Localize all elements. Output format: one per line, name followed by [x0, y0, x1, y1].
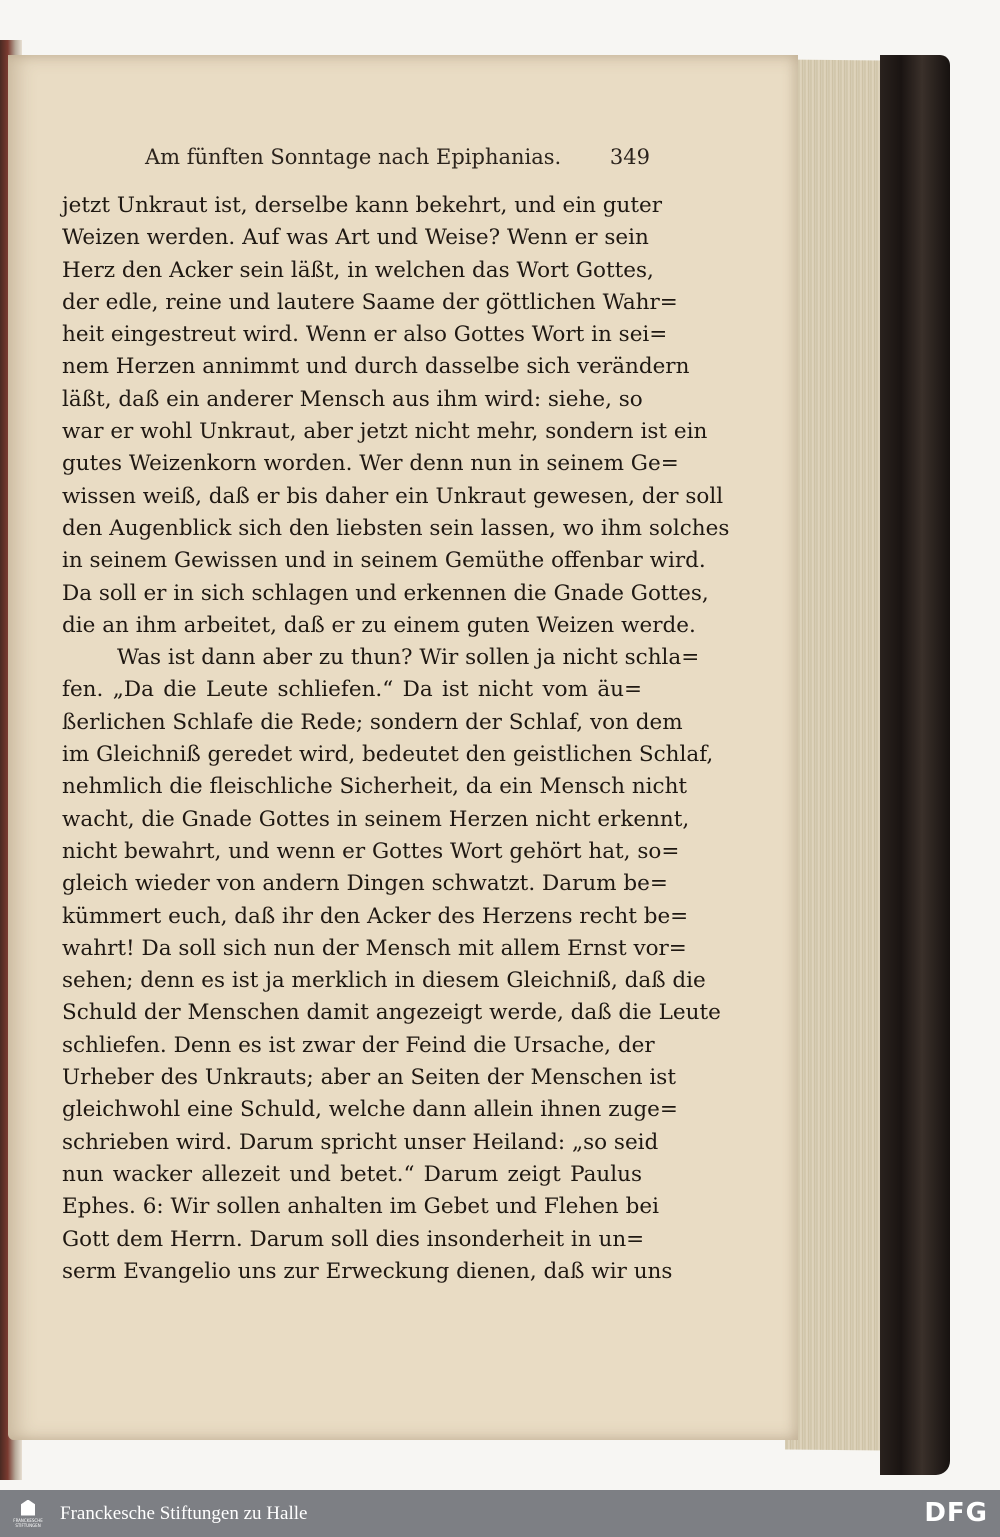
- text-line: war er wohl Unkraut, aber jetzt nicht mehr, sondern ist ein: [62, 419, 708, 445]
- text-line: Was ist dann aber zu thun? Wir sollen ja nicht schla=: [117, 645, 700, 671]
- text-line: Weizen werden. Auf was Art und Weise? Wenn er sein: [62, 225, 649, 251]
- institution-logo-caption: FRANCKESCHE STIFTUNGEN: [13, 1517, 43, 1528]
- text-line: Da soll er in sich schlagen und erkennen die Gnade Gottes,: [62, 580, 709, 606]
- text-line: schrieben wird. Darum spricht unser Heiland: „so seid: [62, 1129, 659, 1155]
- text-line: nem Herzen annimmt und durch dasselbe sich verändern: [62, 354, 690, 380]
- text-line: kümmert euch, daß ihr den Acker des Herzens recht be=: [62, 903, 689, 929]
- viewer-footer: [0, 1490, 1000, 1537]
- text-line: serm Evangelio uns zur Erweckung dienen, daß wir uns: [62, 1258, 673, 1284]
- institution-logo[interactable]: [8, 1490, 48, 1537]
- book-cover-edge: [880, 55, 950, 1475]
- text-line: nicht bewahrt, und wenn er Gottes Wort gehört hat, so=: [62, 838, 680, 864]
- building-icon: [21, 1500, 35, 1516]
- text-line: Gott dem Herrn. Darum soll dies insonderheit in un=: [62, 1226, 645, 1252]
- body-text: [62, 190, 730, 1288]
- text-line: wacht, die Gnade Gottes in seinem Herzen nicht erkennt,: [62, 806, 690, 832]
- text-line: im Gleichniß geredet wird, bedeutet den geistlichen Schlaf,: [62, 742, 714, 768]
- text-line: sehen; denn es ist ja merklich in diesem Gleichniß, daß die: [62, 968, 706, 994]
- text-line: die an ihm arbeitet, daß er zu einem guten Weizen werde.: [62, 612, 696, 638]
- text-line: fen. „Da die Leute schliefen.“ Da ist nicht vom äu=: [62, 677, 642, 703]
- page-edges: [785, 59, 885, 1450]
- text-line: Schuld der Menschen damit angezeigt werde, daß die Leute: [62, 1000, 721, 1026]
- text-line: nun wacker allezeit und betet.“ Darum zeigt Paulus: [62, 1161, 642, 1187]
- text-line: schliefen. Denn es ist zwar der Feind die Ursache, der: [62, 1032, 655, 1058]
- running-head-title: Am fünften Sonntage nach Epiphanias.: [145, 145, 562, 169]
- text-line: heit eingestreut wird. Wenn er also Gottes Wort in sei=: [62, 322, 668, 348]
- text-line: der edle, reine und lautere Saame der göttlichen Wahr=: [62, 289, 678, 315]
- text-line: gleichwohl eine Schuld, welche dann allein ihnen zuge=: [62, 1097, 678, 1123]
- text-line: wissen weiß, daß er bis daher ein Unkraut gewesen, der soll: [62, 483, 724, 509]
- page-number: 349: [609, 145, 650, 169]
- text-line: läßt, daß ein anderer Mensch aus ihm wird: siehe, so: [62, 386, 643, 412]
- text-line: nehmlich die fleischliche Sicherheit, da ein Mensch nicht: [62, 774, 688, 800]
- text-line: Herz den Acker sein läßt, in welchen das Wort Gottes,: [62, 257, 654, 283]
- text-line: Ephes. 6: Wir sollen anhalten im Gebet und Flehen bei: [62, 1194, 659, 1220]
- text-line: den Augenblick sich den liebsten sein lassen, wo ihm solches: [62, 515, 730, 541]
- text-line: wahrt! Da soll sich nun der Mensch mit allem Ernst vor=: [62, 935, 687, 961]
- text-line: ßerlichen Schlafe die Rede; sondern der Schlaf, von dem: [62, 709, 683, 735]
- text-line: Urheber des Unkrauts; aber an Seiten der Menschen ist: [62, 1065, 676, 1091]
- dfg-logo[interactable]: DFG: [924, 1498, 988, 1528]
- text-line: jetzt Unkraut ist, derselbe kann bekehrt, und ein guter: [62, 193, 663, 218]
- text-line: gleich wieder von andern Dingen schwatzt. Darum be=: [62, 871, 668, 897]
- running-head: [145, 145, 650, 177]
- institution-name[interactable]: Franckesche Stiftungen zu Halle: [60, 1502, 308, 1524]
- text-line: in seinem Gewissen und in seinem Gemüthe offenbar wird.: [62, 548, 706, 574]
- text-line: gutes Weizenkorn worden. Wer denn nun in seinem Ge=: [62, 451, 679, 477]
